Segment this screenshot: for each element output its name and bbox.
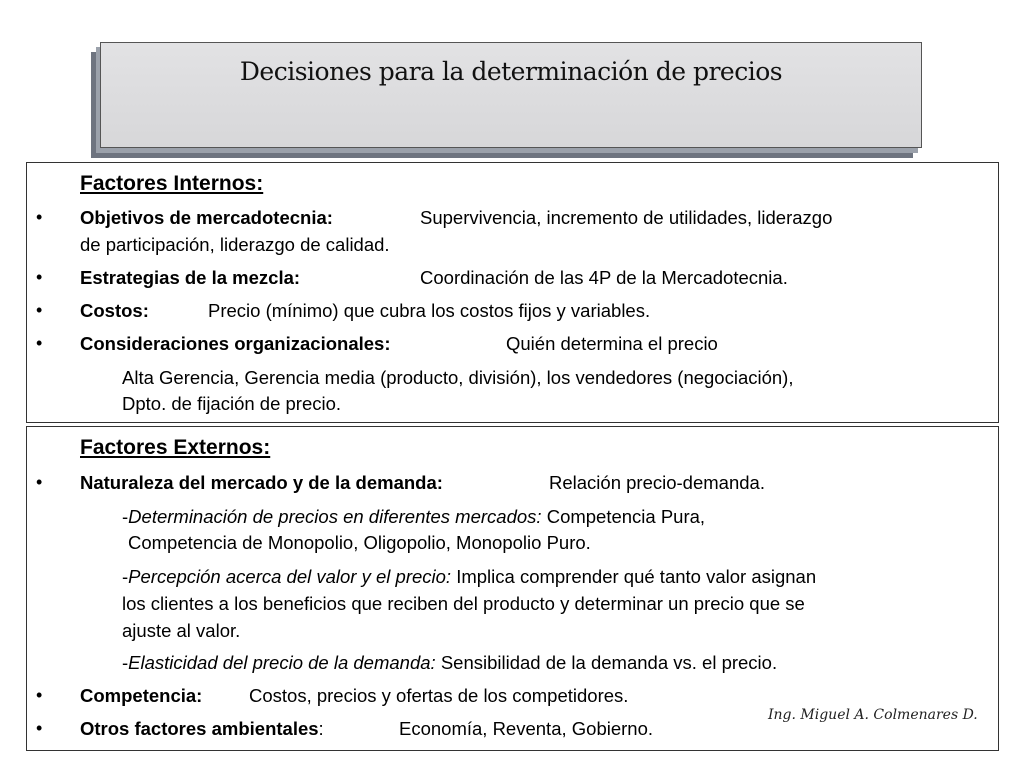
internal-heading: Factores Internos: bbox=[80, 172, 264, 195]
dash: - bbox=[122, 652, 129, 673]
organizational-detail: Alta Gerencia, Gerencia media (producto, división), los vendedores (negociación), bbox=[122, 367, 794, 388]
value-perception-label: Percepción acerca del valor y el precio: bbox=[128, 566, 452, 587]
value-perception-text: Implica comprender qué tanto valor asignan bbox=[456, 566, 817, 587]
bullet: • bbox=[36, 718, 43, 738]
bullet: • bbox=[36, 300, 43, 320]
objectives-text-cont: de participación, liderazgo de calidad. bbox=[80, 234, 390, 255]
environmental-line bbox=[80, 718, 324, 740]
colon: : bbox=[318, 718, 324, 739]
market-nature-text: Relación precio-demanda. bbox=[549, 472, 765, 493]
costs-label: Costos: bbox=[80, 300, 149, 321]
author-signature: Ing. Miguel A. Colmenares D. bbox=[768, 707, 978, 723]
competition-label: Competencia: bbox=[80, 685, 203, 706]
bullet: • bbox=[36, 333, 43, 353]
organizational-text: Quién determina el precio bbox=[506, 333, 718, 354]
dash: - bbox=[122, 566, 129, 587]
bullet: • bbox=[36, 267, 43, 287]
environmental-text: Economía, Reventa, Gobierno. bbox=[399, 718, 654, 739]
strategies-text: Coordinación de las 4P de la Mercadotecnia. bbox=[420, 267, 788, 288]
market-pricing-text-cont: Competencia de Monopolio, Oligopolio, Monopolio Puro. bbox=[128, 532, 591, 553]
bullet: • bbox=[36, 472, 43, 492]
page-title: Decisiones para la determinación de precios bbox=[239, 57, 783, 86]
value-perception-line bbox=[122, 566, 816, 588]
market-pricing-label: Determinación de precios en diferentes mercados: bbox=[128, 506, 542, 527]
market-pricing-text: Competencia Pura, bbox=[546, 506, 706, 527]
dash: - bbox=[122, 506, 129, 527]
objectives-label: Objetivos de mercadotecnia: bbox=[80, 207, 333, 228]
elasticity-text: Sensibilidad de la demanda vs. el precio. bbox=[440, 652, 778, 673]
market-nature-label: Naturaleza del mercado y de la demanda: bbox=[80, 472, 443, 493]
market-pricing-line bbox=[122, 506, 705, 528]
organizational-detail-cont: Dpto. de fijación de precio. bbox=[122, 393, 342, 414]
elasticity-line bbox=[122, 652, 777, 674]
value-perception-text-end: ajuste al valor. bbox=[122, 620, 241, 641]
elasticity-label: Elasticidad del precio de la demanda: bbox=[128, 652, 436, 673]
external-heading: Factores Externos: bbox=[80, 436, 271, 459]
competition-text: Costos, precios y ofertas de los competidores. bbox=[249, 685, 629, 706]
organizational-label: Consideraciones organizacionales: bbox=[80, 333, 391, 354]
strategies-label: Estrategias de la mezcla: bbox=[80, 267, 301, 288]
costs-text: Precio (mínimo) que cubra los costos fijos y variables. bbox=[208, 300, 651, 321]
value-perception-text-cont: los clientes a los beneficios que reciben del producto y determinar un precio que se bbox=[122, 593, 805, 614]
environmental-label: Otros factores ambientales bbox=[80, 718, 319, 739]
bullet: • bbox=[36, 207, 43, 227]
title-box bbox=[100, 42, 922, 148]
objectives-text: Supervivencia, incremento de utilidades, liderazgo bbox=[420, 207, 833, 228]
bullet: • bbox=[36, 685, 43, 705]
